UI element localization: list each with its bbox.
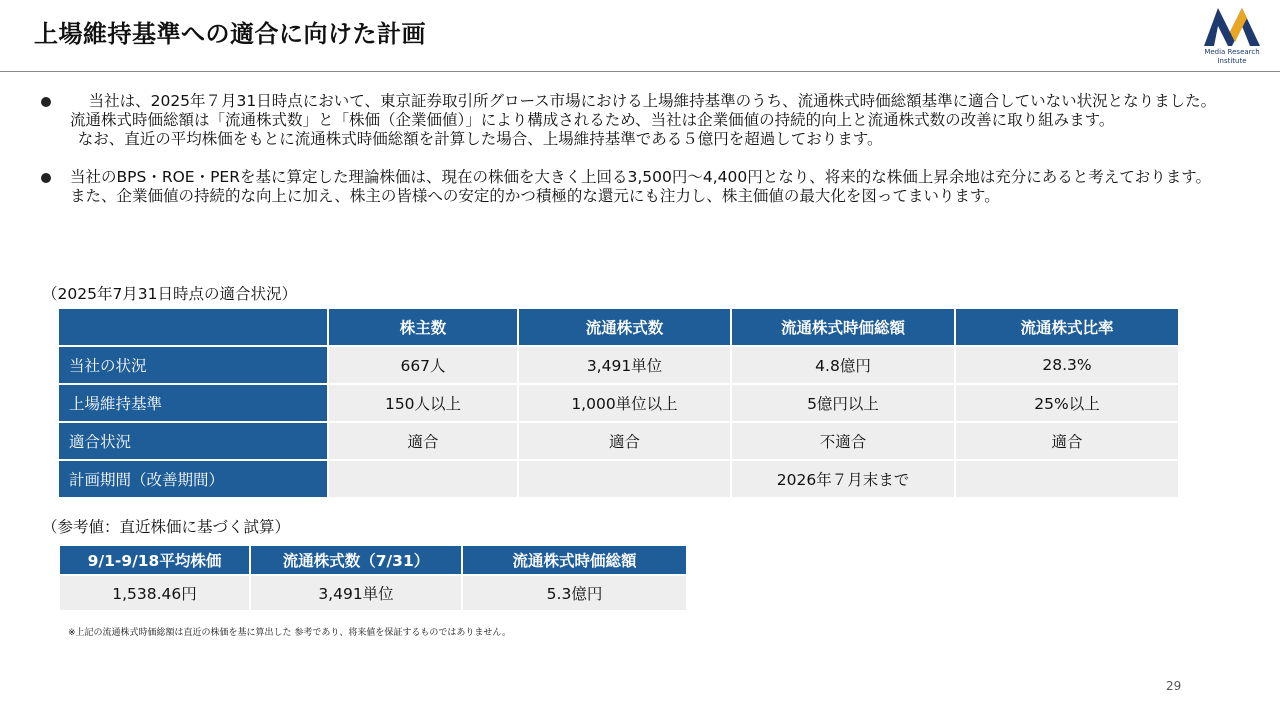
row-header: 適合状況: [59, 423, 327, 459]
logo-mark-icon: [1200, 2, 1264, 48]
column-header: 株主数: [329, 309, 517, 345]
table-cell: 25%以上: [956, 385, 1178, 421]
bullet-dot-icon: [41, 97, 51, 107]
column-header: 流通株式数: [519, 309, 730, 345]
table-cell: 5.3億円: [463, 576, 686, 610]
table-cell: [519, 461, 730, 497]
column-header: 9/1-9/18平均株価: [60, 546, 249, 574]
bullet-text: なお、直近の平均株価をもとに流通株式時価総額を計算した場合、上場維持基準である５億円を超過しております。: [77, 130, 883, 148]
reference-table-caption: （参考値：直近株価に基づく試算）: [42, 518, 291, 536]
table-cell: 2026年７月末まで: [732, 461, 954, 497]
bullet-item: [40, 168, 1220, 206]
column-header: 流通株式時価総額: [463, 546, 686, 574]
table-cell: 5億円以上: [732, 385, 954, 421]
logo-text-line2: Institute: [1217, 57, 1247, 65]
bullet-text: 当社は、2025年７月31日時点において、東京証券取引所グロース市場における上場維持基準のうち、流通株式時価総額基準に適合していない状況となりました。流通株式時価総額は「流通株式数」と「株価（企業価値）」により構成されるため、当社は企業価値の持続的向上と流通株式数の改善に取り組みます。: [70, 92, 1217, 129]
table-cell: [329, 461, 517, 497]
table-cell: 不適合: [732, 423, 954, 459]
table-row: [59, 385, 1178, 421]
bullet-text: 当社のBPS・ROE・PERを基に算定した理論株価は、現在の株価を大きく上回る3,500円～4,400円となり、将来的な株価上昇余地は充分にあると考えております。また、企業価値の持続的な向上に加え、株主の皆様への安定的かつ積極的な還元にも注力し、株主価値の最大化を図ってまいります。: [70, 168, 1212, 205]
row-header: 上場維持基準: [59, 385, 327, 421]
table-header-row: [59, 309, 1178, 345]
table-row: [59, 347, 1178, 383]
table-cell: 3,491単位: [251, 576, 461, 610]
table-cell: 適合: [519, 423, 730, 459]
table-cell: 1,000単位以上: [519, 385, 730, 421]
footnote: ※上記の流通株式時価総額は直近の株価を基に算出した 参考であり、将来値を保証するものではありません。: [68, 628, 511, 638]
page-title: 上場維持基準への適合に向けた計画: [34, 20, 426, 48]
page-number: 29: [1166, 679, 1182, 693]
table-header-row: [60, 546, 686, 574]
table-cell: 1,538.46円: [60, 576, 249, 610]
table-cell: 4.8億円: [732, 347, 954, 383]
table-row: [60, 576, 686, 610]
bullet-list: [40, 92, 1220, 206]
table-cell: 3,491単位: [519, 347, 730, 383]
column-header: 流通株式数（7/31）: [251, 546, 461, 574]
row-header: 計画期間（改善期間）: [59, 461, 327, 497]
bullet-item: [40, 92, 1220, 149]
bullet-dot-icon: [41, 173, 51, 183]
table-cell: 適合: [956, 423, 1178, 459]
table-cell: 667人: [329, 347, 517, 383]
table-cell: 150人以上: [329, 385, 517, 421]
column-header: 流通株式時価総額: [732, 309, 954, 345]
status-table: [57, 307, 1180, 499]
title-divider: [0, 71, 1280, 72]
column-header: 流通株式比率: [956, 309, 1178, 345]
logo-text-line1: Media Research: [1204, 48, 1260, 56]
table-cell: 28.3%: [956, 347, 1178, 383]
table-cell: 適合: [329, 423, 517, 459]
company-logo: [1196, 2, 1268, 68]
table-row: [59, 423, 1178, 459]
table-corner-cell: [59, 309, 327, 345]
reference-table: [58, 544, 688, 612]
table-row: [59, 461, 1178, 497]
table-cell: [956, 461, 1178, 497]
status-table-caption: （2025年7月31日時点の適合状況）: [42, 285, 298, 303]
row-header: 当社の状況: [59, 347, 327, 383]
